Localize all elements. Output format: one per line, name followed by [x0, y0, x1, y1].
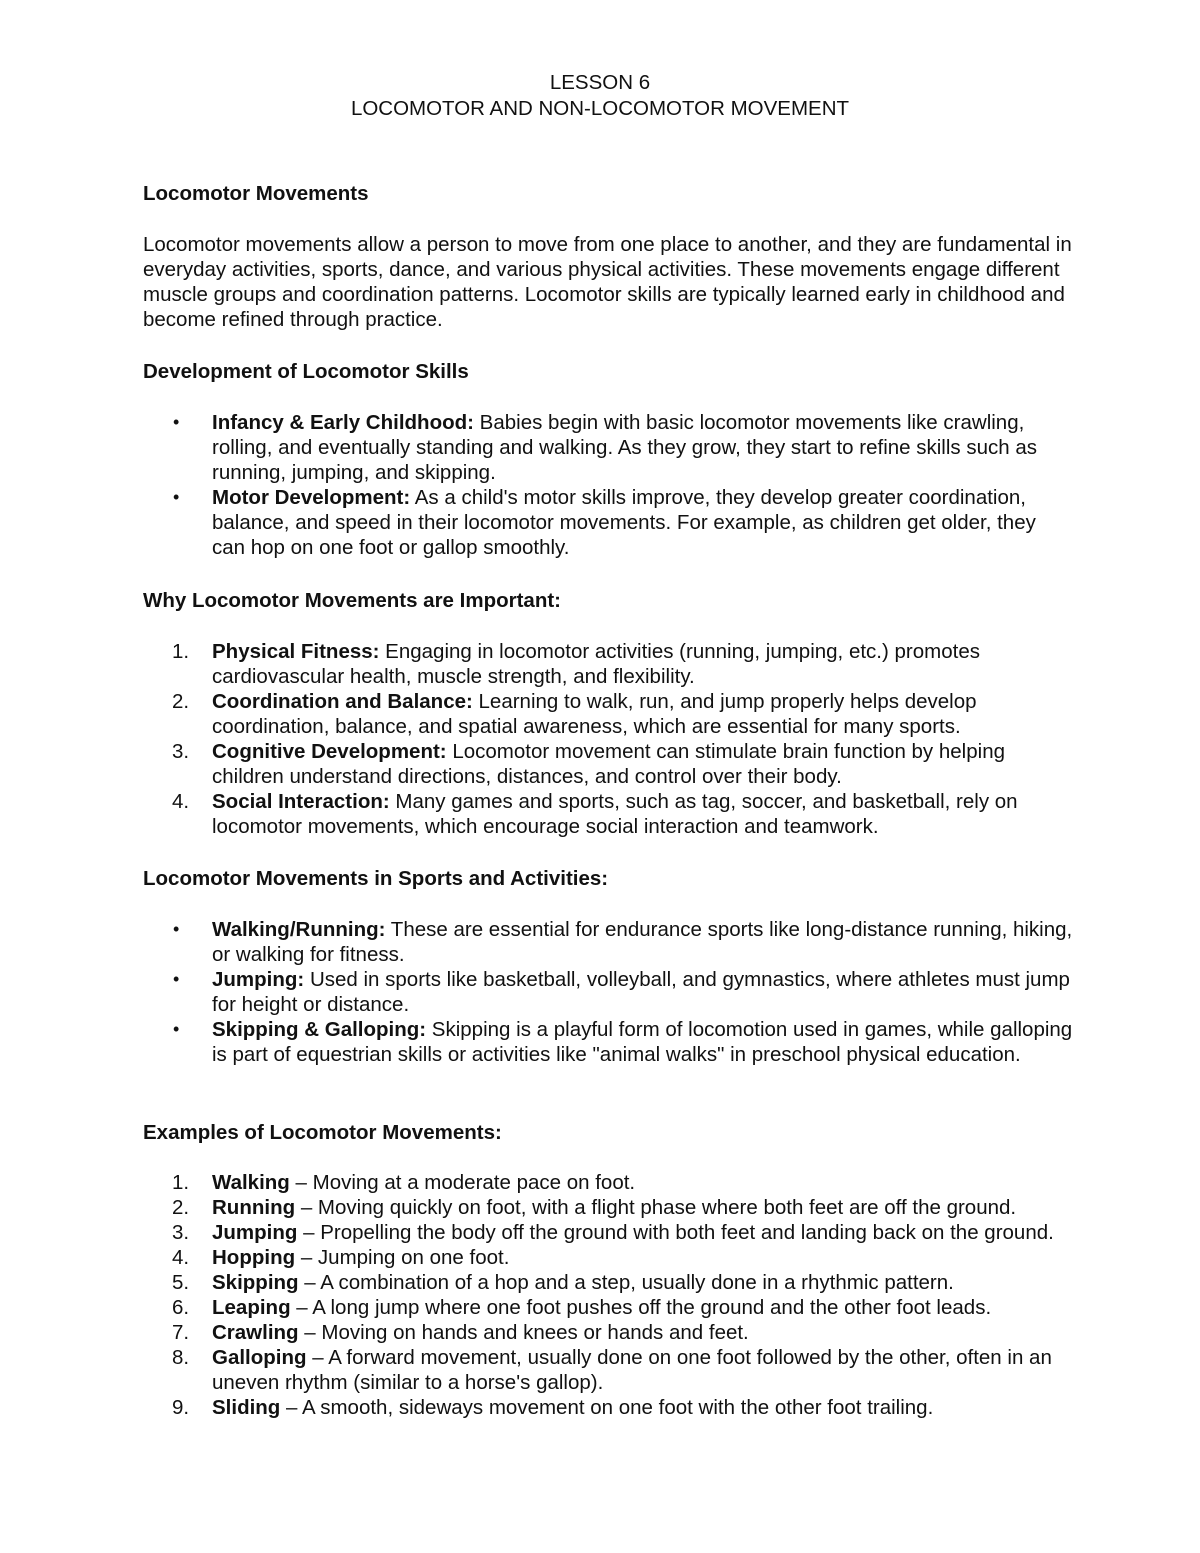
item-label: Physical Fitness: — [212, 640, 380, 663]
item-text: – A smooth, sideways movement on one foot with the other foot trailing. — [280, 1396, 934, 1419]
item-number: 4. — [172, 790, 190, 813]
intro-paragraph: Locomotor movements allow a person to move from one place to another, and they are fundamental in everyday activities, sports, dance, and various physical activities. These movements engage different muscle groups and coordination patterns. Locomotor skills are typically learned early in childhood and become refined through practice. — [143, 233, 1072, 331]
list-item — [143, 639, 1073, 689]
item-number: 4. — [172, 1246, 190, 1269]
list-item — [143, 967, 1073, 1017]
bullet-icon: • — [173, 919, 180, 939]
item-text: – A forward movement, usually done on one foot followed by the other, often in an uneven rhythm (similar to a horse's gallop). — [212, 1346, 1052, 1394]
item-text: Skipping is a playful form of locomotion used in games, while galloping is part of equestrian skills or activities like "animal walks" in preschool physical education. — [212, 1018, 1073, 1066]
item-label: Skipping — [212, 1271, 299, 1294]
item-text: – Moving on hands and knees or hands and feet. — [298, 1321, 749, 1344]
development-list — [143, 410, 1073, 560]
list-item — [143, 739, 1073, 789]
item-label: Leaping — [212, 1296, 291, 1319]
item-label: Crawling — [212, 1321, 299, 1344]
item-number: 7. — [172, 1321, 190, 1344]
list-item — [143, 1245, 1073, 1270]
item-number: 5. — [172, 1271, 190, 1294]
item-text: – Moving at a moderate pace on foot. — [289, 1171, 636, 1194]
list-item — [143, 1017, 1073, 1067]
lesson-number: LESSON 6 — [549, 71, 651, 94]
list-item — [143, 1295, 1073, 1320]
item-number: 1. — [172, 1171, 190, 1194]
item-number: 1. — [172, 640, 190, 663]
bullet-icon: • — [173, 487, 180, 507]
item-label: Cognitive Development: — [212, 740, 447, 763]
section-heading-sports: Locomotor Movements in Sports and Activities: — [143, 867, 609, 890]
item-number: 3. — [172, 1221, 190, 1244]
item-number: 8. — [172, 1346, 190, 1369]
item-text: Engaging in locomotor activities (running, jumping, etc.) promotes cardiovascular health, muscle strength, and flexibility. — [212, 640, 980, 688]
item-text: – Propelling the body off the ground with both feet and landing back on the ground. — [297, 1221, 1054, 1244]
item-text: Used in sports like basketball, volleyball, and gymnastics, where athletes must jump for height or distance. — [212, 968, 1070, 1016]
lesson-title: LOCOMOTOR AND NON-LOCOMOTOR MOVEMENT — [350, 97, 850, 120]
item-label: Hopping — [212, 1246, 296, 1269]
item-text: – A long jump where one foot pushes off the ground and the other foot leads. — [290, 1296, 992, 1319]
item-number: 2. — [172, 690, 190, 713]
importance-list — [143, 639, 1073, 839]
bullet-icon: • — [173, 1019, 180, 1039]
list-item — [143, 689, 1073, 739]
list-item — [143, 1195, 1073, 1220]
item-number: 6. — [172, 1296, 190, 1319]
section-heading-importance: Why Locomotor Movements are Important: — [143, 589, 562, 612]
list-item — [143, 1170, 1073, 1195]
item-label: Galloping — [212, 1346, 307, 1369]
item-text: Many games and sports, such as tag, soccer, and basketball, rely on locomotor movements, which encourage social interaction and teamwork. — [212, 790, 1018, 838]
item-label: Running — [212, 1196, 296, 1219]
item-text: Babies begin with basic locomotor movements like crawling, rolling, and eventually standing and walking. As they grow, they start to refine skills such as running, jumping, and skipping. — [212, 411, 1038, 484]
list-item — [143, 789, 1073, 839]
list-item — [143, 1395, 1073, 1420]
item-label: Coordination and Balance: — [212, 690, 473, 713]
bullet-icon: • — [173, 969, 180, 989]
item-text: Locomotor movement can stimulate brain function by helping children understand directions, distances, and control over their body. — [212, 740, 1005, 788]
item-number: 2. — [172, 1196, 190, 1219]
list-item — [143, 410, 1073, 485]
item-label: Sliding — [212, 1396, 281, 1419]
item-text: – A combination of a hop and a step, usually done in a rhythmic pattern. — [298, 1271, 954, 1294]
item-number: 3. — [172, 740, 190, 763]
item-text: – Jumping on one foot. — [295, 1246, 510, 1269]
item-text: Learning to walk, run, and jump properly helps develop coordination, balance, and spatial awareness, which are essential for many sports. — [212, 690, 977, 738]
item-text: These are essential for endurance sports like long-distance running, hiking, or walking for fitness. — [212, 918, 1073, 966]
item-label: Infancy & Early Childhood: — [212, 411, 474, 434]
list-item — [143, 1320, 1073, 1345]
item-label: Walking — [212, 1171, 290, 1194]
list-item — [143, 1270, 1073, 1295]
list-item — [143, 485, 1073, 560]
list-item — [143, 1345, 1073, 1395]
sports-list — [143, 917, 1073, 1067]
item-label: Walking/Running: — [212, 918, 386, 941]
list-item — [143, 1220, 1073, 1245]
section-heading-development: Development of Locomotor Skills — [143, 360, 469, 383]
section-heading-examples: Examples of Locomotor Movements: — [143, 1121, 502, 1144]
item-text: – Moving quickly on foot, with a flight phase where both feet are off the ground. — [295, 1196, 1017, 1219]
item-label: Social Interaction: — [212, 790, 390, 813]
bullet-icon: • — [173, 412, 180, 432]
section-heading-locomotor: Locomotor Movements — [143, 182, 369, 205]
item-label: Motor Development: — [212, 486, 411, 509]
examples-list — [143, 1170, 1073, 1420]
list-item — [143, 917, 1073, 967]
item-label: Skipping & Galloping: — [212, 1018, 427, 1041]
item-label: Jumping — [212, 1221, 298, 1244]
item-label: Jumping: — [212, 968, 305, 991]
item-text: As a child's motor skills improve, they develop greater coordination, balance, and speed in their locomotor movements. For example, as children get older, they can hop on one foot or gallop smoothly. — [212, 486, 1036, 559]
item-number: 9. — [172, 1396, 190, 1419]
